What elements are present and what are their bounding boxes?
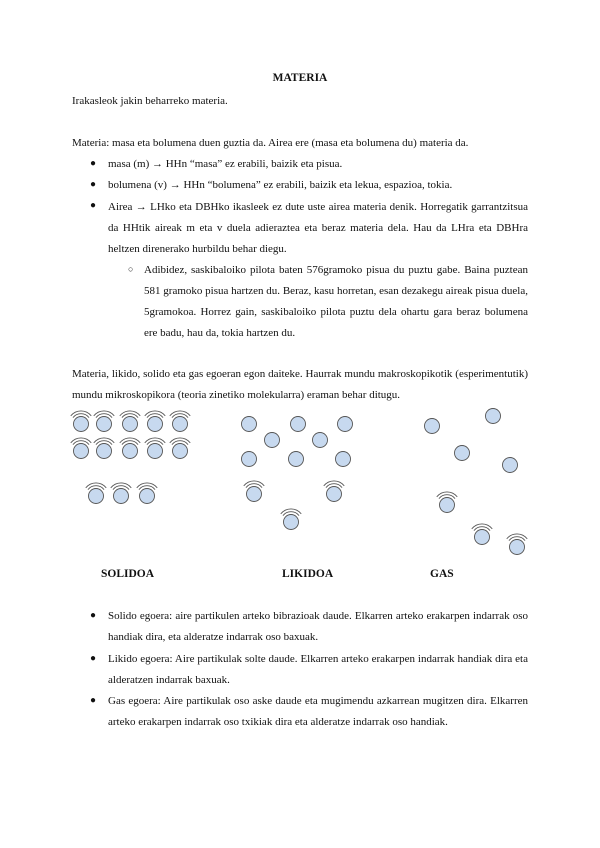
label-likidoa: LIKIDOA xyxy=(282,568,334,580)
bullet-airea: Airea → LHko eta DBHko ikasleek ez dute uste airea materia denik. Horregatik garrantzitsua da HHtik aireak m eta v duela adieraztea eta beraz materia dela. Hau da LHra eta DBHra heltzen direnerako hurbildu behar diegu. xyxy=(108,201,528,255)
particle xyxy=(71,411,92,432)
sub-bullet-icon: ○ xyxy=(128,264,134,274)
particle xyxy=(86,483,107,504)
particle xyxy=(503,458,518,473)
subtitle: Irakasleok jakin beharreko materia. xyxy=(72,95,228,107)
particle xyxy=(324,481,345,502)
particle xyxy=(291,417,306,432)
particle xyxy=(437,492,458,513)
bullet-gas: Gas egoera: Aire partikulak oso aske daude eta mugimendu azkarrean mugitzen dira. Elkarren arteko erakarpen indarrak oso txikiak dira eta alderatze indarrak oso handiak. xyxy=(108,695,528,728)
particle xyxy=(137,483,158,504)
bullet-icon: ● xyxy=(90,695,97,706)
particle xyxy=(338,417,353,432)
bullet-icon: ● xyxy=(90,200,97,211)
label-solidoa: SOLIDOA xyxy=(101,568,155,580)
particle xyxy=(244,481,265,502)
particle xyxy=(170,411,191,432)
bullet-icon: ● xyxy=(90,158,97,169)
page-title: MATERIA xyxy=(272,72,328,84)
bullet-icon: ● xyxy=(90,653,97,664)
particle xyxy=(145,438,166,459)
sub-bullet-example: Adibidez, saskibaloiko pilota baten 576gramoko pisua du puztu gabe. Baina puztean 581 gramoko pisua hartzen du. Beraz, kasu horretan, esan dezakegu aireak pisua duela, 5gramokoa. Horrez gain, saskibaloiko pilota puztu dela ohartu gara beraz bolumena ere badu, hau da, tokia hartzen du. xyxy=(144,264,528,339)
particle xyxy=(336,452,351,467)
particle xyxy=(120,411,141,432)
particle xyxy=(120,438,141,459)
bullet-icon: ● xyxy=(90,610,97,621)
particle xyxy=(265,433,280,448)
definition: Materia: masa eta bolumena duen guztia da. Airea ere (masa eta bolumena du) materia da. xyxy=(72,137,469,149)
bullet-solido: Solido egoera: aire partikulen arteko bibrazioak daude. Elkarren arteko erakarpen indarrak oso handiak dira, eta alderatze indarrak oso baxuak. xyxy=(108,610,528,643)
particle xyxy=(289,452,304,467)
bullet-icon: ● xyxy=(90,179,97,190)
particle xyxy=(242,452,257,467)
particle xyxy=(242,417,257,432)
particle xyxy=(486,409,501,424)
particle xyxy=(94,411,115,432)
bullet-bolumena: bolumena (v) → HHn “bolumena” ez erabili, baizik eta lekua, espazioa, tokia. xyxy=(108,179,453,191)
bullet-masa: masa (m) → HHn “masa” ez erabili, baizik eta pisua. xyxy=(108,158,343,170)
states-intro: Materia, likido, solido eta gas egoeran egon daiteke. Haurrak mundu makroskopikotik (esperimentutik) mundu mikroskopikora (teoria zinetiko molekularra) eraman behar ditugu. xyxy=(72,368,528,401)
particle xyxy=(425,419,440,434)
particle xyxy=(507,534,528,555)
particle xyxy=(472,524,493,545)
particle xyxy=(455,446,470,461)
particle xyxy=(145,411,166,432)
particle xyxy=(111,483,132,504)
particle xyxy=(313,433,328,448)
particle xyxy=(94,438,115,459)
label-gas: GAS xyxy=(430,568,454,580)
particle xyxy=(281,509,302,530)
particle xyxy=(170,438,191,459)
bullet-likido: Likido egoera: Aire partikulak solte daude. Elkarren arteko erakarpen indarrak handiak dira eta alderatzen indarrak baxuak. xyxy=(108,653,528,686)
particle xyxy=(71,438,92,459)
